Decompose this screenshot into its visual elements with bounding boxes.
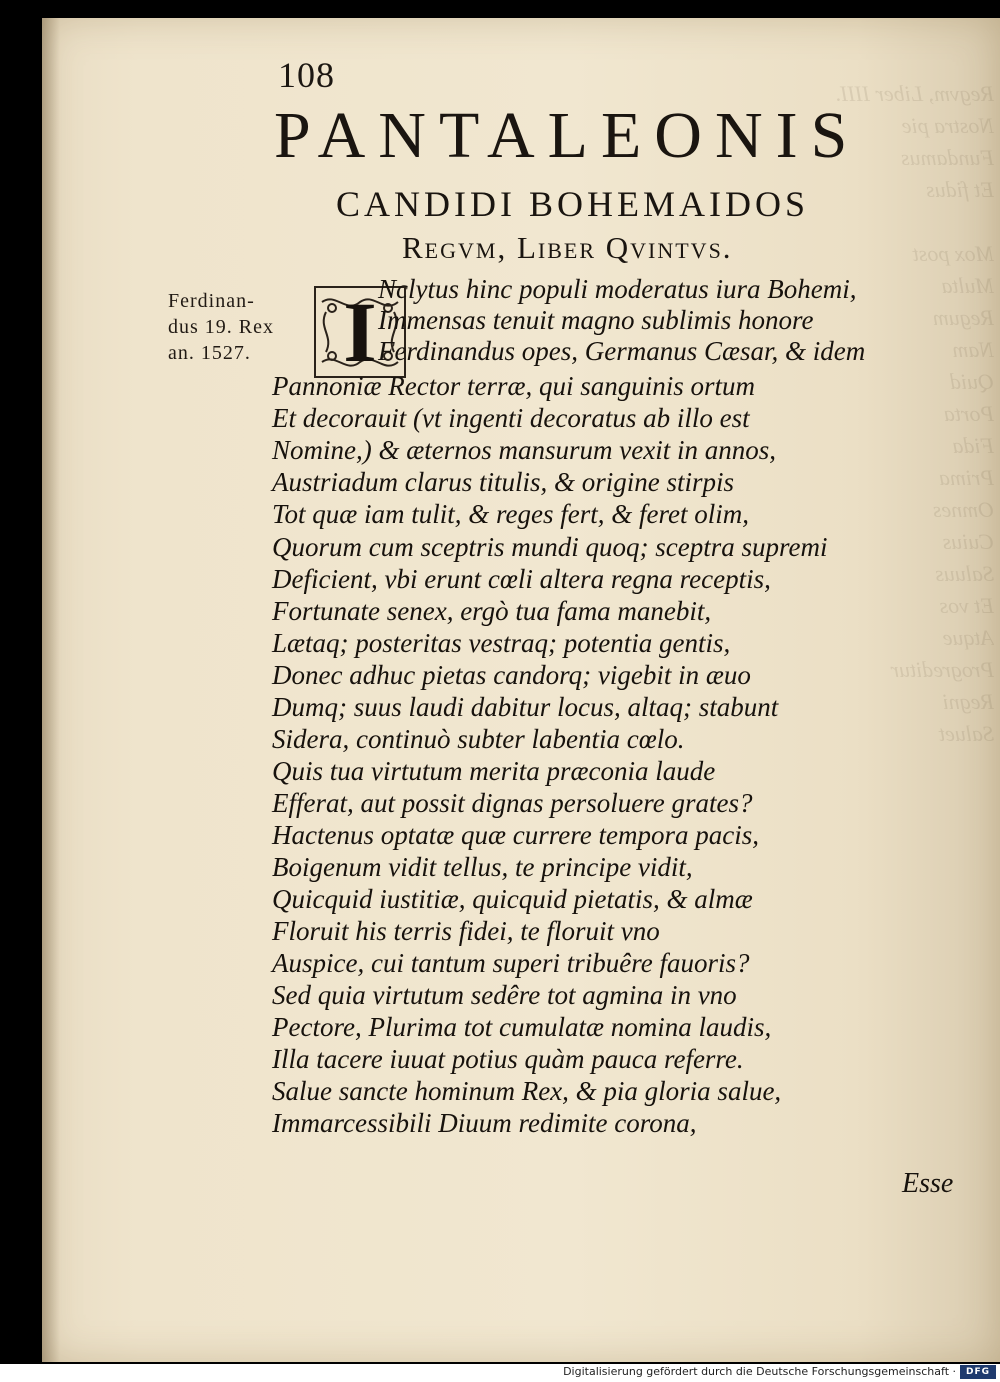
verse-line: Efferat, aut possit dignas persoluere grates? <box>272 788 753 818</box>
verse-line: Immarcessibili Diuum redimite corona, <box>272 1108 697 1138</box>
verse-line: Deficient, vbi erunt cœli altera regna receptis, <box>272 564 771 594</box>
verse-line: Austriadum clarus titulis, & origine stirpis <box>272 467 735 497</box>
verse-line: Ferdinandus opes, Germanus Cæsar, & idem <box>378 336 866 366</box>
marginal-note <box>168 288 308 366</box>
verse-line: Tot quæ iam tulit, & reges fert, & feret olim, <box>272 499 750 529</box>
verse-line: Quicquid iustitiæ, quicquid pietatis, & almæ <box>272 884 753 914</box>
verse-line: Hactenus optatæ quæ currere tempora pacis, <box>272 820 759 850</box>
verse-line: Salue sancte hominum Rex, & pia gloria salue, <box>272 1076 782 1106</box>
verse-line: Quis tua virtutum merita præconia laude <box>272 756 716 786</box>
page-number: 108 <box>278 55 335 95</box>
verse-line: Pannoniæ Rector terræ, qui sanguinis ortum <box>272 371 756 401</box>
title-author: PANTALEONIS <box>274 99 861 172</box>
funding-credit: Digitalisierung gefördert durch die Deutsche Forschungsgemeinschaft · <box>563 1365 956 1378</box>
verse-line: Nclytus hinc populi moderatus iura Bohemi, <box>378 274 857 304</box>
verse-line: Quorum cum sceptris mundi quoq; sceptra supremi <box>272 532 828 562</box>
verse-line: Donec adhuc pietas candorq; vigebit in æuo <box>272 660 751 690</box>
dfg-logo[interactable]: DFG <box>960 1365 996 1379</box>
verse-line: Sed quia virtutum sedêre tot agmina in vno <box>272 980 737 1010</box>
title-book: Regvm, Liber Qvintvs. <box>402 230 733 265</box>
catchword: Esse <box>902 1168 954 1199</box>
verse-line: Et decorauit (vt ingenti decoratus ab illo est <box>272 403 750 433</box>
verso-show-through: Regvm, Liber IIII. Nostra pie Fundamus Et fidus Mox post Multa Regum Nam Quid Porta Fida Prima Omnes Cuius Saluus Et vos Atque Progreditur Regni Saluet <box>835 81 994 746</box>
title-work: CANDIDI BOHEMAIDOS <box>336 184 809 224</box>
verse-line: Fortunate senex, ergò tua fama manebit, <box>272 596 712 626</box>
verse-line: Illa tacere iuuat potius quàm pauca referre. <box>272 1044 744 1074</box>
scanned-page <box>42 18 1000 1362</box>
verse-line: Floruit his terris fidei, te floruit vno <box>272 916 660 946</box>
verse-line: Immensas tenuit magno sublimis honore <box>378 305 814 335</box>
verse-line: Nomine,) & æternos mansurum vexit in annos, <box>272 435 776 465</box>
initial-letter: I <box>343 284 377 380</box>
footer-bar <box>0 1364 1000 1382</box>
marginal-note-line: an. 1527. <box>168 342 251 364</box>
verse-line: Boigenum vidit tellus, te principe vidit, <box>272 852 693 882</box>
marginal-note-line: Ferdinan- <box>168 290 255 312</box>
verse-line: Dumq; suus laudi dabitur locus, altaq; stabunt <box>272 692 779 722</box>
marginal-note-line: dus 19. Rex <box>168 316 274 338</box>
verse-line: Lætaq; posteritas vestraq; potentia gentis, <box>272 628 731 658</box>
verse-line: Pectore, Plurima tot cumulatæ nomina laudis, <box>272 1012 772 1042</box>
verse-line: Sidera, continuò subter labentia cœlo. <box>272 724 685 754</box>
verse-line: Auspice, cui tantum superi tribuêre fauoris? <box>272 948 750 978</box>
